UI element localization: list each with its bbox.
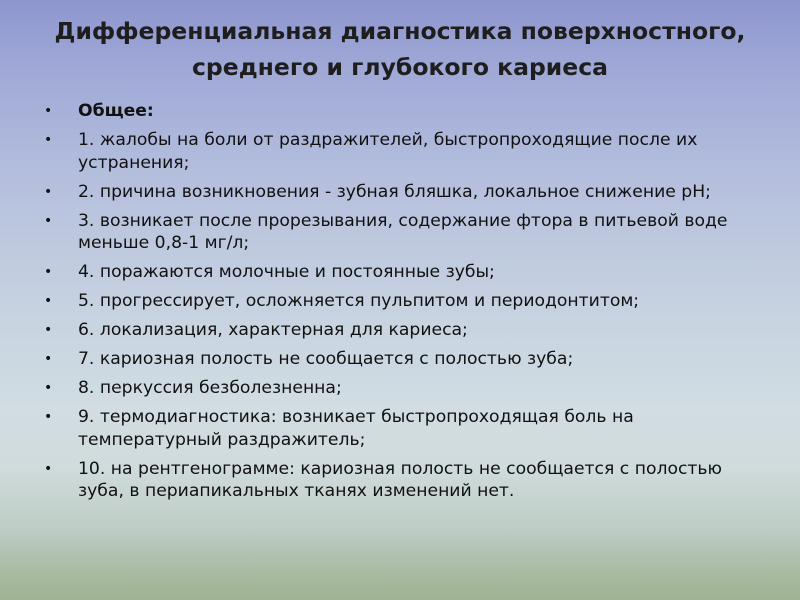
list-item-4 — [44, 261, 764, 284]
bullet-icon: • — [44, 103, 53, 119]
slide-title — [40, 13, 760, 85]
slide-title-line-1: Дифференциальная диагностика поверхностного, — [54, 17, 746, 45]
list-item-7 — [44, 348, 764, 371]
list-item-text: 4. поражаются молочные и постоянные зубы; — [78, 262, 495, 282]
bullet-icon: • — [44, 132, 53, 148]
bullet-icon: • — [44, 293, 53, 309]
bullet-icon: • — [44, 380, 53, 396]
list-item-2 — [44, 181, 764, 204]
list-item-text: 1. жалобы на боли от раздражителей, быстропроходящие после их устранения; — [78, 130, 698, 173]
slide-title-line-2: среднего и глубокого кариеса — [192, 53, 608, 81]
bullet-icon: • — [44, 264, 53, 280]
bullet-icon: • — [44, 212, 53, 229]
bullet-icon: • — [44, 409, 53, 425]
list-item-8 — [44, 377, 764, 400]
list-item-text: 10. на рентгенограмме: кариозная полость не сообщается с полостью зуба, в периапикальных тканях изменений нет. — [78, 458, 723, 501]
bullet-icon: • — [44, 351, 53, 367]
list-item-text: Общее: — [78, 101, 154, 121]
list-item-text: 6. локализация, характерная для кариеса; — [78, 320, 468, 340]
list-item-9 — [44, 406, 764, 451]
list-item-5 — [44, 290, 764, 313]
list-item-6 — [44, 319, 764, 342]
list-item-general — [44, 100, 764, 123]
list-item-text: 7. кариозная полость не сообщается с полостью зуба; — [78, 349, 574, 369]
list-item-10 — [44, 458, 764, 503]
list-item-text: 5. прогрессирует, осложняется пульпитом и периодонтитом; — [78, 291, 640, 311]
list-item-text: 3. возникает после прорезывания, содержание фтора в питьевой воде меньше 0,8-1 мг/л; — [78, 210, 728, 253]
list-item-text: 2. причина возникновения - зубная бляшка, локальное снижение pH; — [78, 181, 711, 202]
list-item-text: 9. термодиагностика: возникает быстропроходящая боль на температурный раздражитель; — [78, 407, 634, 450]
bullet-list — [44, 100, 764, 509]
bullet-icon: • — [44, 322, 53, 338]
list-item-1 — [44, 129, 764, 174]
bullet-icon: • — [44, 460, 53, 477]
bullet-icon: • — [44, 183, 53, 200]
list-item-3 — [44, 210, 764, 255]
list-item-text: 8. перкуссия безболезненна; — [78, 378, 342, 398]
